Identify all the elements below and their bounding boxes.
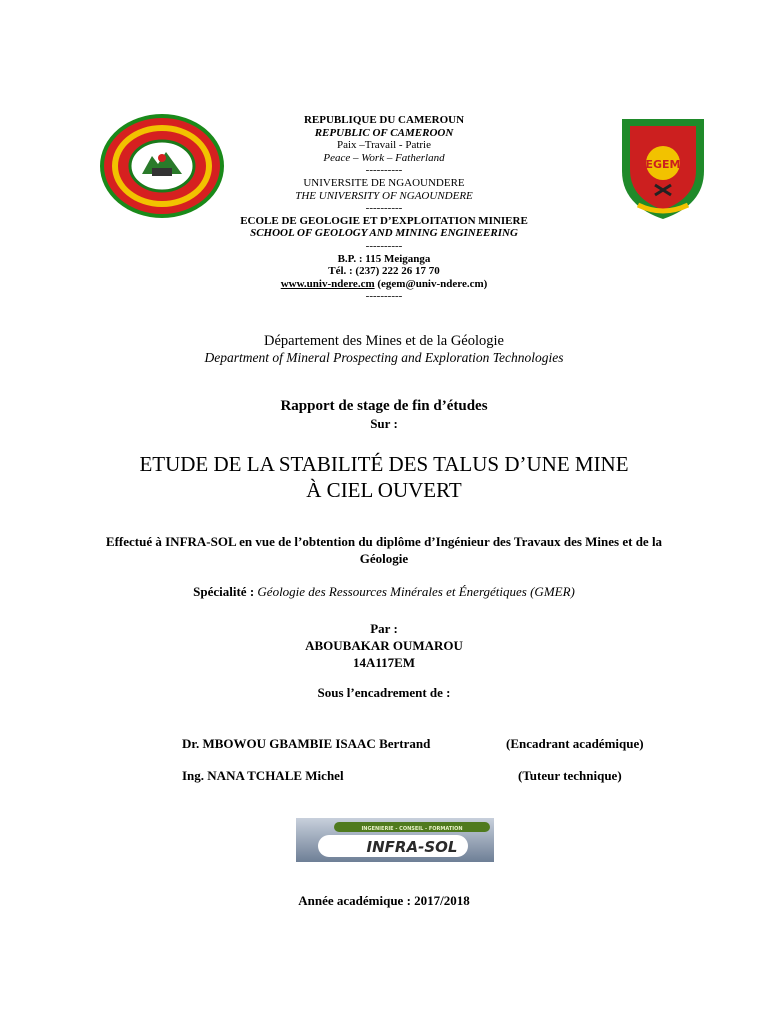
separator: ---------- bbox=[365, 202, 403, 215]
supervisor-2-role: (Tuteur technique) bbox=[518, 768, 622, 783]
academic-year: Année académique : 2017/2018 bbox=[298, 893, 470, 908]
school-en: SCHOOL OF GEOLOGY AND MINING ENGINEERING bbox=[250, 227, 518, 240]
telephone: Tél. : (237) 222 26 17 70 bbox=[328, 265, 440, 278]
institution-header bbox=[0, 114, 768, 303]
motto-fr: Paix –Travail - Patrie bbox=[337, 139, 431, 152]
author-block bbox=[0, 620, 768, 671]
motto-en: Peace – Work – Fatherland bbox=[323, 151, 445, 164]
department-en: Department of Mineral Prospecting and Exploration Technologies bbox=[204, 350, 564, 365]
website-link[interactable]: www.univ-ndere.cm bbox=[280, 277, 375, 290]
report-type: Rapport de stage de fin d’études bbox=[280, 398, 488, 414]
supervision-label: Sous l’encadrement de : bbox=[317, 685, 451, 700]
department-fr: Département des Mines et de la Géologie bbox=[264, 333, 504, 349]
supervisor-1-role: (Encadrant académique) bbox=[506, 736, 644, 751]
infra-sol-logo bbox=[296, 818, 494, 862]
infra-sol-name: INFRA-SOL bbox=[366, 838, 458, 856]
author-matricule: 14A117EM bbox=[352, 655, 416, 670]
republic-en: REPUBLIC OF CAMEROON bbox=[314, 126, 454, 139]
infra-sol-tagline: INGENIERIE - CONSEIL - FORMATION bbox=[361, 826, 463, 832]
report-sur: Sur : bbox=[370, 416, 398, 431]
report-purpose: Effectué à INFRA-SOL en vue de l’obtention du diplôme d’Ingénieur des Travaux des Mines et de la Géologie bbox=[105, 534, 663, 566]
speciality-label: Spécialité : bbox=[193, 584, 255, 599]
speciality bbox=[0, 584, 768, 600]
republic-fr: REPUBLIQUE DU CAMEROUN bbox=[303, 114, 465, 126]
supervisor-1-name: Dr. MBOWOU GBAMBIE ISAAC Bertrand bbox=[182, 736, 431, 751]
report-title-line1: ETUDE DE LA STABILITÉ DES TALUS D’UNE MINE bbox=[139, 452, 629, 476]
separator: ---------- bbox=[365, 164, 403, 177]
report-title-line2: À CIEL OUVERT bbox=[306, 478, 462, 502]
separator: ---------- bbox=[365, 290, 403, 303]
school-fr: ECOLE DE GEOLOGIE ET D’EXPLOITATION MINIERE bbox=[240, 214, 528, 227]
par-label: Par : bbox=[370, 621, 398, 636]
university-fr: UNIVERSITE DE NGAOUNDERE bbox=[303, 176, 465, 189]
email: (egem@univ-ndere.cm) bbox=[374, 277, 488, 290]
author-name: ABOUBAKAR OUMAROU bbox=[305, 638, 463, 653]
separator: ---------- bbox=[365, 239, 403, 252]
egem-logo-text: EGEM bbox=[645, 158, 681, 171]
university-en: THE UNIVERSITY OF NGAOUNDERE bbox=[295, 189, 473, 202]
supervisor-2-name: Ing. NANA TCHALE Michel bbox=[182, 768, 344, 783]
postal-box: B.P. : 115 Meiganga bbox=[337, 252, 431, 265]
speciality-value: Géologie des Ressources Minérales et Énergétiques (GMER) bbox=[254, 584, 575, 599]
